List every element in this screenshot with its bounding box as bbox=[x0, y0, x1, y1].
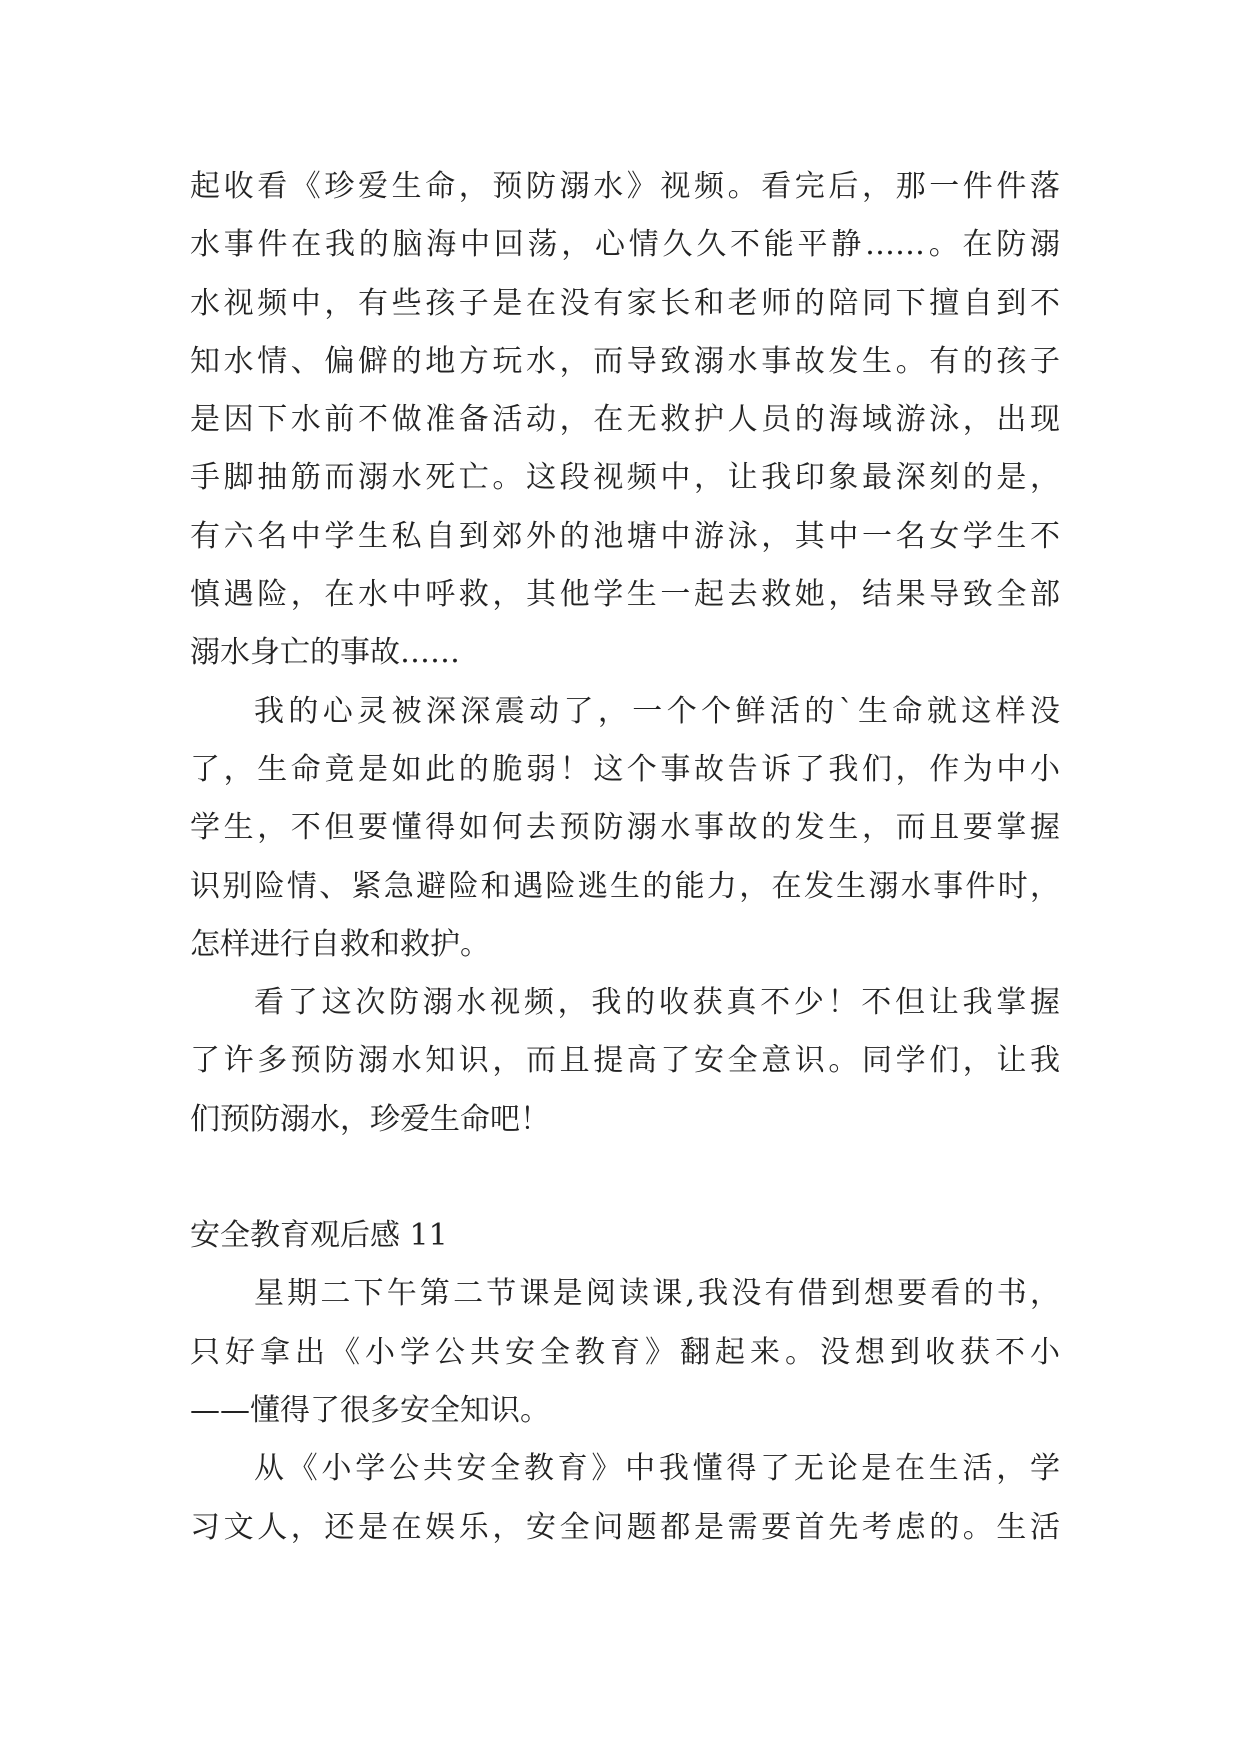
paragraph bbox=[190, 1265, 1060, 1440]
text-line: 起收看《珍爱生命，预防溺水》视频。看完后，那一件件落 bbox=[190, 169, 1060, 204]
text-line: 有六名中学生私自到郊外的池塘中游泳，其中一名女学生不 bbox=[190, 518, 1060, 554]
text-line: 识别险情、紧急避险和遇险逃生的能力，在发生溺水事件时， bbox=[190, 868, 1060, 904]
text-line: 水事件在我的脑海中回荡，心情久久不能平静……。在防溺 bbox=[190, 227, 1060, 263]
section-spacer bbox=[190, 1149, 1060, 1207]
document-body bbox=[190, 158, 1060, 1557]
text-line: 从《小学公共安全教育》中我懂得了无论是在生活，学 bbox=[254, 1451, 1060, 1487]
text-line: 知水情、偏僻的地方玩水，而导致溺水事故发生。有的孩子 bbox=[190, 343, 1060, 379]
text-line: 水视频中，有些孩子是在没有家长和老师的陪同下擅自到不 bbox=[190, 285, 1060, 321]
text-line: 只好拿出《小学公共安全教育》翻起来。没想到收获不小 bbox=[190, 1334, 1060, 1370]
paragraph bbox=[190, 974, 1060, 1149]
text-line: 手脚抽筋而溺水死亡。这段视频中，让我印象最深刻的是， bbox=[190, 460, 1060, 496]
text-line: 慎遇险，在水中呼救，其他学生一起去救她，结果导致全部 bbox=[190, 577, 1060, 613]
text-line: 了，生命竟是如此的脆弱！这个事故告诉了我们，作为中小 bbox=[190, 751, 1060, 787]
paragraph bbox=[190, 1440, 1060, 1557]
text-line: 星期二下午第二节课是阅读课,我没有借到想要看的书， bbox=[254, 1276, 1060, 1312]
text-line: 了许多预防溺水知识，而且提高了安全意识。同学们，让我 bbox=[190, 1043, 1060, 1079]
text-line: ——懂得了很多安全知识。 bbox=[190, 1392, 550, 1428]
text-line: 我的心灵被深深震动了，一个个鲜活的`生命就这样没 bbox=[254, 693, 1060, 729]
text-line: 学生，不但要懂得如何去预防溺水事故的发生，而且要掌握 bbox=[190, 810, 1060, 846]
text-line: 们预防溺水，珍爱生命吧！ bbox=[190, 1101, 550, 1137]
text-line: 是因下水前不做准备活动，在无救护人员的海域游泳，出现 bbox=[190, 402, 1060, 438]
section-heading: 安全教育观后感 11 bbox=[190, 1218, 448, 1254]
text-line: 习文人，还是在娱乐，安全问题都是需要首先考虑的。生活 bbox=[190, 1509, 1060, 1545]
text-line: 怎样进行自救和救护。 bbox=[190, 926, 490, 962]
paragraph bbox=[190, 683, 1060, 974]
text-line: 看了这次防溺水视频，我的收获真不少！不但让我掌握 bbox=[254, 985, 1060, 1021]
paragraph bbox=[190, 158, 1060, 683]
text-line: 溺水身亡的事故…… bbox=[190, 635, 460, 671]
